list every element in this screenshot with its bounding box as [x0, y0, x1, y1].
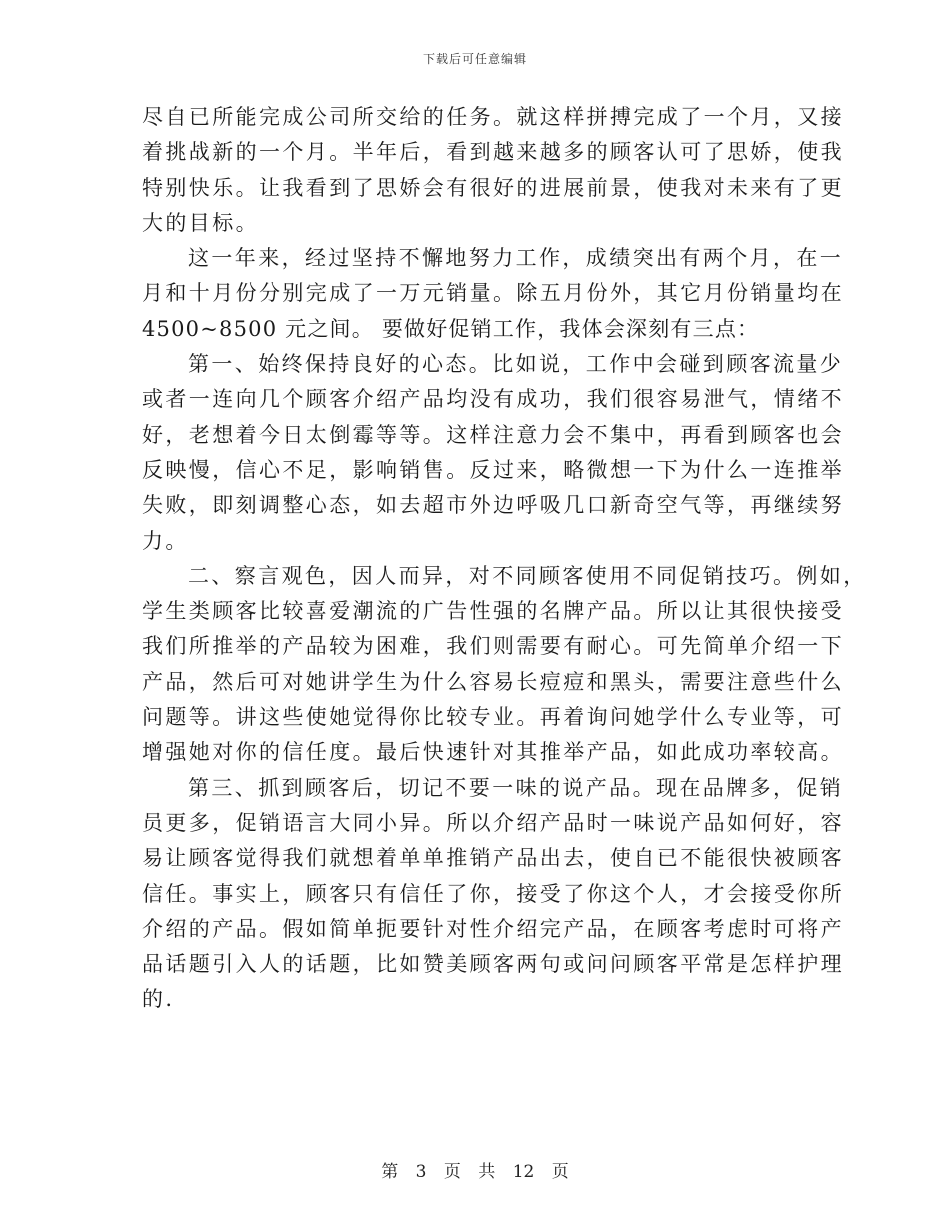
text-line: 易让顾客觉得我们就想着单单推销产品出去，使自已不能很快被顾客 [142, 846, 844, 871]
page-footer [0, 1157, 950, 1182]
page-label-mid: 页 [443, 1162, 461, 1182]
text-line: 的. [142, 987, 175, 1012]
text-line: 介绍的产品。假如简单扼要针对性介绍完产品，在顾客考虑时可将产 [142, 916, 844, 941]
text-line: 我们所推举的产品较为困难，我们则需要有耐心。可先简单介绍一下 [142, 634, 844, 659]
total-label: 共 [478, 1162, 496, 1182]
text-line: 尽自已所能完成公司所交给的任务。就这样拼搏完成了一个月，又接 [142, 105, 844, 129]
page-header: 下载后可任意编辑 [422, 52, 527, 66]
text-line: 失败，即刻调整心态，如去超市外边呼吸几口新奇空气等，再继续努 [142, 493, 844, 518]
text-line: 力。 [142, 528, 189, 553]
text-line: 这一年来，经过坚持不懈地努力工作，成绩突出有两个月，在一 [188, 246, 844, 271]
text-line: 着挑战新的一个月。半年后，看到越来越多的顾客认可了思娇，使我 [142, 140, 844, 165]
text-line: 问题等。讲这些使她觉得你比较专业。再着询问她学什么专业等，可 [142, 705, 844, 730]
text-line: 信任。事实上，顾客只有信任了你，接受了你这个人，才会接受你所 [142, 881, 844, 906]
text-line: 特别快乐。让我看到了思娇会有很好的进展前景，使我对未来有了更 [142, 175, 844, 200]
text-line: 学生类顾客比较喜爱潮流的广告性强的名牌产品。所以让其很快接受 [142, 599, 844, 624]
text-line: 增强她对你的信任度。最后快速针对其推举产品，如此成功率较高。 [142, 740, 844, 765]
document-body [142, 100, 867, 1018]
text-line: 品话题引入人的话题，比如赞美顾客两句或问问顾客平常是怎样护理 [142, 952, 844, 977]
current-page-number: 3 [415, 1162, 427, 1182]
text-line: 大的目标。 [142, 210, 259, 235]
page-label-prefix: 第 [381, 1162, 399, 1182]
page-label-suffix: 页 [551, 1162, 569, 1182]
text-line: 第三、抓到顾客后，切记不要一味的说产品。现在品牌多，促销 [188, 775, 844, 800]
text-line: 产品，然后可对她讲学生为什么容易长痘痘和黑头，需要注意些什么 [142, 669, 844, 694]
text-line: 员更多，促销语言大同小异。所以介绍产品时一味说产品如何好，容 [142, 810, 844, 835]
text-line: 好，老想着今日太倒霉等等。这样注意力会不集中，再看到顾客也会 [142, 422, 844, 447]
text-line: 或者一连向几个顾客介绍产品均没有成功，我们很容易泄气，情绪不 [142, 387, 844, 412]
total-pages-number: 12 [512, 1162, 535, 1182]
text-line: 第一、始终保持良好的心态。比如说，工作中会碰到顾客流量少 [188, 352, 844, 377]
text-line: 月和十月份分别完成了一万元销量。除五月份外，其它月份销量均在 [142, 281, 844, 306]
text-line: 4500~8500 元之间。 要做好促销工作，我体会深刻有三点： [142, 316, 760, 341]
text-line: 二、察言观色，因人而异，对不同顾客使用不同促销技巧。例如， [188, 563, 867, 588]
text-line: 反映慢，信心不足，影响销售。反过来，略微想一下为什么一连推举 [142, 457, 844, 482]
